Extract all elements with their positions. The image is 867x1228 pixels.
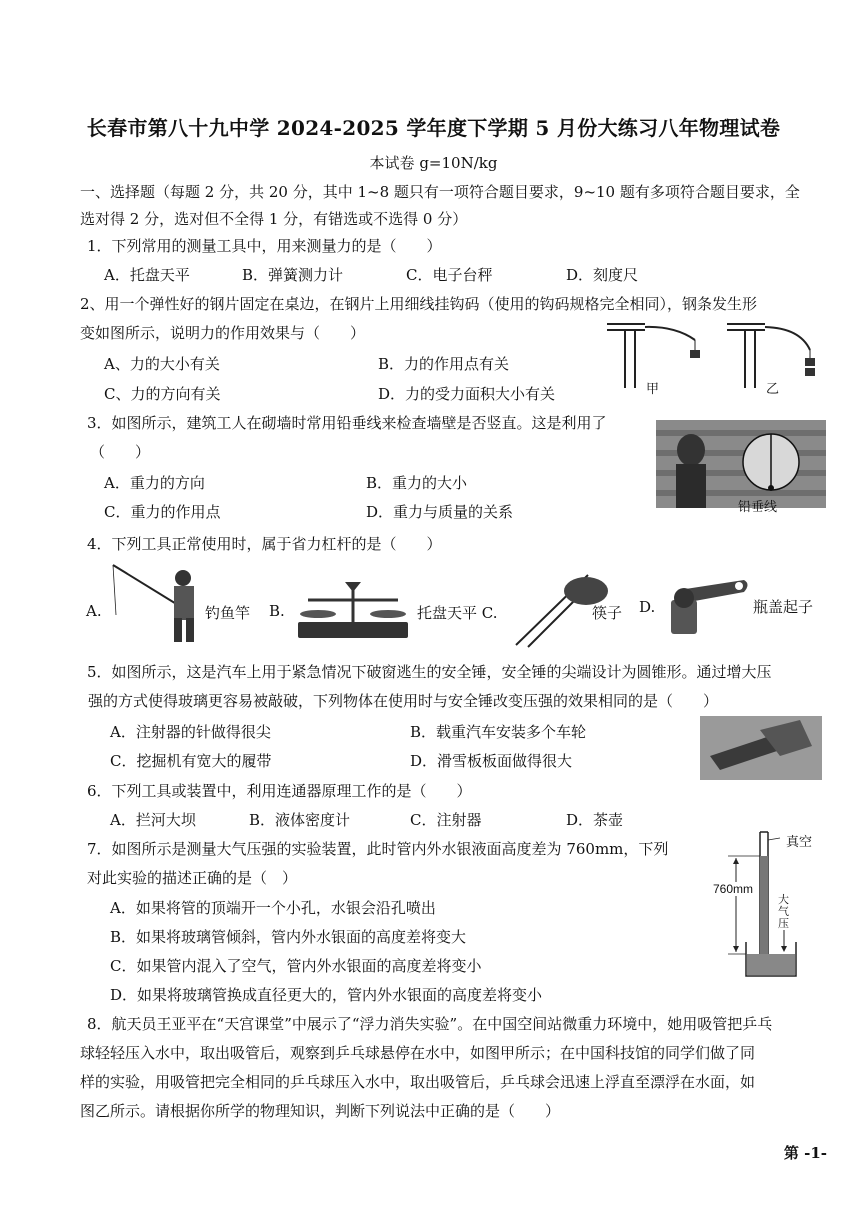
q3-option-a: A．重力的方向: [104, 474, 205, 492]
q2-steel-strip-figure: [605, 318, 825, 398]
q8-line1: 8．航天员王亚平在“天宫课堂”中展示了“浮力消失实验”。在中国空间站微重力环境中，她用吸管把乒乓: [87, 1015, 773, 1033]
q7-option-a: A．如果将管的顶端开一个小孔，水银会沿孔喷出: [110, 899, 436, 917]
q3-figure-label: 铅垂线: [738, 500, 778, 515]
q7-option-c: C．如果管内混入了空气，管内外水银面的高度差将变小: [110, 957, 482, 975]
safety-hammer-figure: [700, 716, 822, 780]
q4-option-d: D.: [639, 598, 656, 616]
q1-option-b: B．弹簧测力计: [242, 266, 344, 284]
section-instruction-line1: 一、选择题（每题 2 分，共 20 分，其中 1~8 题只有一项符合题目要求，9~10 题有多项符合题目要求，全: [80, 183, 800, 201]
q3-option-c: C．重力的作用点: [104, 503, 221, 521]
q5-option-d: D．滑雪板板面做得很大: [410, 752, 573, 770]
q7-stem-line2: 对此实验的描述正确的是（ ）: [87, 869, 298, 887]
q7-stem-line1: 7．如图所示是测量大气压强的实验装置，此时管内外水银液面高度差为 760mm，下列: [87, 840, 669, 858]
q4-option-d-label: 瓶盖起子: [753, 598, 814, 616]
q2-option-c: C、力的方向有关: [104, 385, 221, 403]
q3-stem-line2: （ ）: [90, 443, 151, 461]
q5-option-b: B．载重汽车安装多个车轮: [410, 723, 587, 741]
q7-figure-label-atm-char2: 气: [778, 905, 789, 918]
q6-option-d: D．茶壶: [566, 811, 624, 829]
q7-figure-label-atm: [778, 894, 789, 930]
q7-figure-label-vacuum: 真空: [786, 835, 813, 850]
q4-option-c-label: 筷子: [592, 604, 623, 622]
balance-scale-figure: [293, 572, 413, 642]
q7-option-d: D．如果将玻璃管换成直径更大的，管内外水银面的高度差将变小: [110, 986, 543, 1004]
q1-option-c: C．电子台秤: [406, 266, 493, 284]
q4-option-b: B.: [269, 602, 285, 620]
q2-stem-line2: 变如图所示，说明力的作用效果与（ ）: [80, 324, 366, 342]
q2-option-d: D．力的受力面积大小有关: [378, 385, 556, 403]
q8-line4: 图乙所示。请根据你所学的物理知识，判断下列说法中正确的是（ ）: [80, 1102, 561, 1120]
page-title: 长春市第八十九中学 2024-2025 学年度下学期 5 月份大练习八年物理试卷: [86, 116, 781, 140]
q5-stem-line1: 5．如图所示，这是汽车上用于紧急情况下破窗逃生的安全锤，安全锤的尖端设计为圆锥形。通过增大压: [87, 663, 772, 681]
q4-stem: 4．下列工具正常使用时，属于省力杠杆的是（ ）: [87, 535, 442, 553]
q6-option-a: A．拦河大坝: [110, 811, 196, 829]
q3-option-d: D．重力与质量的关系: [366, 503, 514, 521]
q4-option-a: A.: [86, 602, 102, 620]
q5-stem-line2: 强的方式使得玻璃更容易被敲破，下列物体在使用时与安全锤改变压强的效果相同的是（ ）: [88, 692, 719, 710]
q8-line2: 球轻轻压入水中，取出吸管后，观察到乒乓球悬停在水中，如图甲所示；在中国科技馆的同学们做了同: [80, 1044, 756, 1062]
q5-option-a: A．注射器的针做得很尖: [110, 723, 271, 741]
torricelli-tube-figure: [710, 830, 820, 980]
q2-stem-line1: 2、用一个弹性好的钢片固定在桌边，在钢片上用细线挂钩码（使用的钩码规格完全相同），钢条发生形: [80, 295, 758, 313]
q6-option-b: B．液体密度计: [249, 811, 351, 829]
q6-option-c: C．注射器: [410, 811, 482, 829]
q7-figure-label-height: 760mm: [713, 882, 754, 896]
q2-figure-label-jia: 甲: [646, 382, 660, 397]
q1-option-a: A．托盘天平: [104, 266, 190, 284]
q2-figure-label-yi: 乙: [766, 382, 780, 397]
q7-figure-label-atm-char1: 大: [778, 893, 789, 906]
q3-option-b: B．重力的大小: [366, 474, 468, 492]
page-number: 第 -1-: [783, 1144, 827, 1162]
fishing-rod-figure: [108, 560, 203, 650]
section-instruction-line2: 选对得 2 分，选对但不全得 1 分，有错选或不选得 0 分）: [80, 210, 468, 228]
q8-line3: 样的实验，用吸管把完全相同的乒乓球压入水中，取出吸管后，乒乓球会迅速上浮直至漂浮在水面，如: [80, 1073, 756, 1091]
q2-option-a: A、力的大小有关: [104, 355, 220, 373]
q7-option-b: B．如果将玻璃管倾斜，管内外水银面的高度差将变大: [110, 928, 467, 946]
q4-option-b-label: 托盘天平 C.: [417, 604, 498, 622]
bottle-opener-figure: [659, 572, 754, 642]
q6-stem: 6．下列工具或装置中，利用连通器原理工作的是（ ）: [87, 782, 472, 800]
q1-option-d: D．刻度尺: [566, 266, 639, 284]
q2-option-b: B．力的作用点有关: [378, 355, 510, 373]
q5-option-c: C．挖掘机有宽大的履带: [110, 752, 272, 770]
page-subtitle: 本试卷 g=10N/kg: [369, 154, 498, 172]
q4-option-a-label: 钓鱼竿: [205, 604, 251, 622]
q7-figure-label-atm-char3: 压: [778, 917, 789, 930]
q3-stem-line1: 3．如图所示，建筑工人在砌墙时常用铅垂线来检查墙壁是否竖直。这是利用了: [87, 414, 607, 432]
q1-stem: 1．下列常用的测量工具中，用来测量力的是（ ）: [87, 237, 442, 255]
